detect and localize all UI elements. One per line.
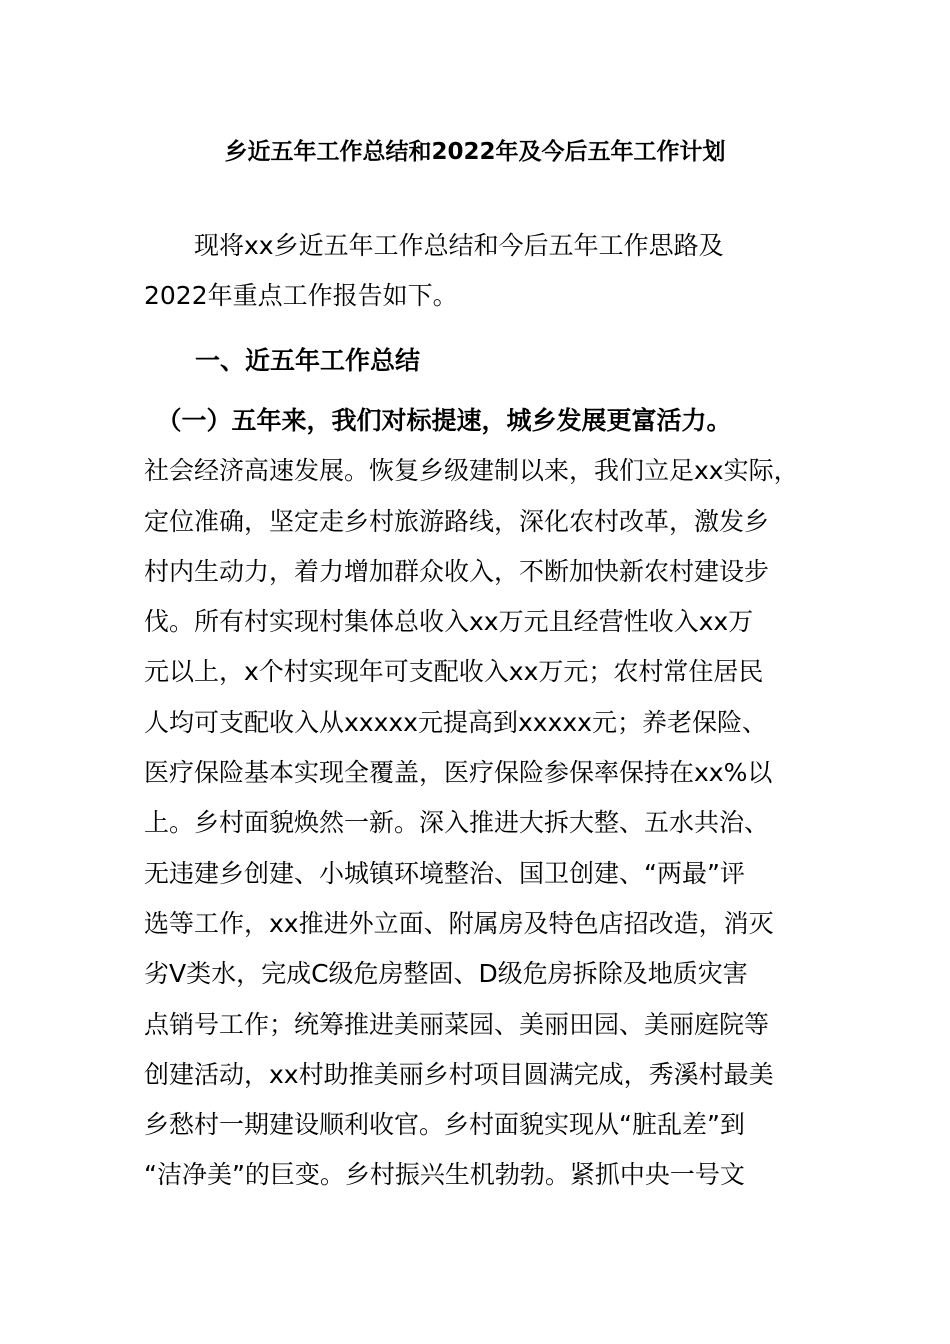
intro-paragraph (144, 221, 824, 322)
body-line: 人均可支配收入从xxxxx元提高到xxxxx元；养老保险、 (144, 707, 767, 737)
body-line: 创建活动，xx村助推美丽乡村项目圆满完成，秀溪村最美 (144, 1059, 774, 1089)
body-line: 村内生动力，着力增加群众收入，不断加快新农村建设步 (144, 556, 770, 586)
body-line: 乡愁村一期建设顺利收官。乡村面貌实现从“脏乱差”到 (144, 1110, 745, 1140)
body-line: 选等工作，xx推进外立面、附属房及特色店招改造，消灭 (144, 908, 774, 938)
body-line: 元以上，x个村实现年可支配收入xx万元；农村常住居民 (144, 657, 764, 687)
body-line: 劣Ⅴ类水，完成C级危房整固、D级危房拆除及地质灾害 (144, 959, 748, 989)
body-line: “洁净美”的巨变。乡村振兴生机勃勃。紧抓中央一号文 (144, 1160, 745, 1190)
body-line: 无违建乡创建、小城镇环境整治、国卫创建、“两最”评 (144, 858, 745, 888)
body-line: 定位准确，坚定走乡村旅游路线，深化农村改革，激发乡 (144, 506, 770, 536)
intro-line: 现将xx乡近五年工作总结和今后五年工作思路及 (144, 231, 724, 260)
document-title: 乡近五年工作总结和2022年及今后五年工作计划 (224, 139, 726, 165)
body-line: 社会经济高速发展。恢复乡级建制以来，我们立足xx实际， (144, 456, 799, 486)
body-line: 伐。所有村实现村集体总收入xx万元且经营性收入xx万 (144, 607, 754, 637)
intro-line: 2022年重点工作报告如下。 (144, 281, 458, 311)
section-heading: 一、近五年工作总结 (195, 346, 421, 375)
body-paragraph (144, 396, 824, 1201)
subsection-heading: （一）五年来，我们对标提速，城乡发展更富活力。 (144, 406, 732, 435)
body-line: 点销号工作；统筹推进美丽菜园、美丽田园、美丽庭院等 (144, 1009, 770, 1039)
body-line: 医疗保险基本实现全覆盖，医疗保险参保率保持在xx%以 (144, 758, 773, 788)
body-line: 上。乡村面貌焕然一新。深入推进大拆大整、五水共治、 (144, 808, 770, 838)
